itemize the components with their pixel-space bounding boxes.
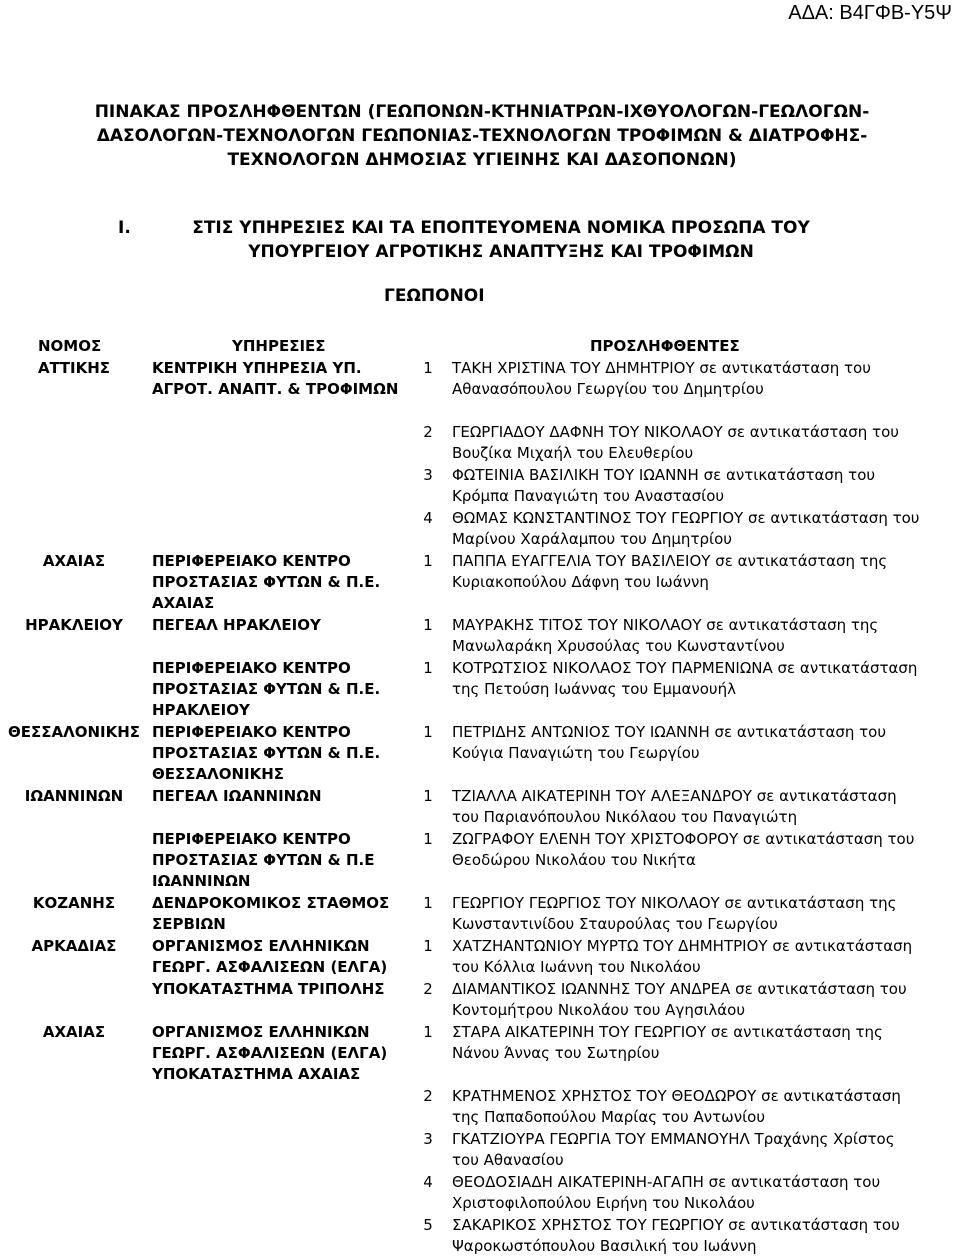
hires-table: [0, 356, 960, 1256]
row-person: ΓΕΩΡΓΙΟΥ ΓΕΩΡΓΙΟΣ ΤΟΥ ΝΙΚΟΛΑΟΥ σε αντικατάσταση της Κωνσταντινίδου Σταυρούλας του Γεωργίου: [452, 894, 897, 933]
table-row: [0, 934, 960, 977]
table-row: [0, 720, 960, 784]
row-service: ΠΕΡΙΦΕΡΕΙΑΚΟ ΚΕΝΤΡΟ ΠΡΟΣΤΑΣΙΑΣ ΦΥΤΩΝ & Π.Ε ΙΩΑΝΝΙΝΩΝ: [152, 830, 375, 890]
row-person: ΦΩΤΕΙΝΙΑ ΒΑΣΙΛΙΚΗ ΤΟΥ ΙΩΑΝΝΗ σε αντικατάσταση του Κρόμπα Παναγιώτη του Αναστασίου: [452, 466, 876, 505]
row-index: 1: [423, 359, 433, 377]
row-person: ΖΩΓΡΑΦΟΥ ΕΛΕΝΗ ΤΟΥ ΧΡΙΣΤΟΦΟΡΟΥ σε αντικατάσταση του Θεοδώρου Νικολάου του Νικήτα: [452, 830, 915, 869]
row-service: ΠΕΓΕΑΛ ΙΩΑΝΝΙΝΩΝ: [152, 787, 322, 805]
header-hired: ΠΡΟΣΛΗΦΘΕΝΤΕΣ: [590, 337, 740, 355]
row-index: 2: [423, 1087, 433, 1105]
row-person: ΜΑΥΡΑΚΗΣ ΤΙΤΟΣ ΤΟΥ ΝΙΚΟΛΑΟΥ σε αντικατάσταση της Μανωλαράκη Χρυσούλας του Κωνσταντίνου: [452, 616, 879, 655]
row-person: ΓΕΩΡΓΙΑΔΟΥ ΔΑΦΝΗ ΤΟΥ ΝΙΚΟΛΑΟΥ σε αντικατάσταση του Βουζίκα Μιχαήλ του Ελευθερίου: [452, 423, 899, 462]
row-service: ΥΠΟΚΑΤΑΣΤΗΜΑ ΤΡΙΠΟΛΗΣ: [152, 980, 385, 998]
row-service: ΠΕΡΙΦΕΡΕΙΑΚΟ ΚΕΝΤΡΟ ΠΡΟΣΤΑΣΙΑΣ ΦΥΤΩΝ & Π.Ε. ΘΕΣΣΑΛΟΝΙΚΗΣ: [152, 723, 381, 783]
row-person: ΠΕΤΡΙΔΗΣ ΑΝΤΩΝΙΟΣ ΤΟΥ ΙΩΑΝΝΗ σε αντικατάσταση του Κούγια Παναγιώτη του Γεωργίου: [452, 723, 887, 762]
row-index: 3: [423, 466, 433, 484]
row-person: ΓΚΑΤΖΙΟΥΡΑ ΓΕΩΡΓΙΑ ΤΟΥ ΕΜΜΑΝΟΥΗΛ Τραχάνης Χρίστος του Αθανασίου: [452, 1130, 895, 1169]
row-index: 1: [423, 1023, 433, 1041]
row-index: 1: [423, 723, 433, 741]
row-person: ΣΑΚΑΡΙΚΟΣ ΧΡΗΣΤΟΣ ΤΟΥ ΓΕΩΡΓΙΟΥ σε αντικατάσταση του Ψαροκωστόπουλου Βασιλική του Ιωάννη: [452, 1216, 900, 1255]
row-index: 1: [423, 616, 433, 634]
section-heading: [118, 216, 838, 264]
row-prefecture: ΑΧΑΙΑΣ: [42, 1023, 106, 1041]
section-number: Ι.: [118, 218, 131, 238]
table-row: [0, 827, 960, 891]
row-index: 1: [423, 894, 433, 912]
row-service: ΠΕΡΙΦΕΡΕΙΑΚΟ ΚΕΝΤΡΟ ΠΡΟΣΤΑΣΙΑΣ ΦΥΤΩΝ & Π.Ε. ΑΧΑΙΑΣ: [152, 552, 381, 612]
table-row: [0, 1084, 960, 1127]
table-row: [0, 1127, 960, 1170]
row-prefecture: ΑΤΤΙΚΗΣ: [37, 359, 111, 377]
row-index: 1: [423, 552, 433, 570]
row-prefecture: ΘΕΣΣΑΛΟΝΙΚΗΣ: [8, 723, 141, 741]
table-row: [0, 1213, 960, 1256]
row-person: ΘΕΟΔΟΣΙΑΔΗ ΑΙΚΑΤΕΡΙΝΗ-ΑΓΑΠΗ σε αντικατάσταση του Χριστοφιλοπούλου Ειρήνη του Νικολάου: [452, 1173, 881, 1212]
row-prefecture: ΑΡΚΑΔΙΑΣ: [31, 937, 117, 955]
row-person: ΤΖΙΑΛΛΑ ΑΙΚΑΤΕΡΙΝΗ ΤΟΥ ΑΛΕΞΑΝΔΡΟΥ σε αντικατάσταση του Παριανόπουλου Νικόλαου του Παναγιώτη: [452, 787, 897, 826]
header-service: ΥΠΗΡΕΣΙΕΣ: [232, 337, 326, 355]
ada-code: ΑΔΑ: Β4ΓΦΒ-Υ5Ψ: [788, 2, 952, 24]
row-person: ΚΡΑΤΗΜΕΝΟΣ ΧΡΗΣΤΟΣ ΤΟΥ ΘΕΟΔΩΡΟΥ σε αντικατάσταση της Παπαδοπούλου Μαρίας του Αντωνίου: [452, 1087, 901, 1126]
table-row: [0, 977, 960, 1020]
table-row: [0, 613, 960, 656]
document-title: ΠΙΝΑΚΑΣ ΠΡΟΣΛΗΦΘΕΝΤΩΝ (ΓΕΩΠΟΝΩΝ-ΚΤΗΝΙΑΤΡΩΝ-ΙΧΘΥΟΛΟΓΩΝ-ΓΕΩΛΟΓΩΝ-ΔΑΣΟΛΟΓΩΝ-ΤΕΧΝΟΛΟΓΩΝ ΓΕΩΠΟΝΙΑΣ-ΤΕΧΝΟΛΟΓΩΝ ΤΡΟΦΙΜΩΝ & ΔΙΑΤΡΟΦΗΣ-ΤΕΧΝΟΛΟΓΩΝ ΔΗΜΟΣΙΑΣ ΥΓΙΕΙΝΗΣ ΚΑΙ ΔΑΣΟΠΟΝΩΝ): [94, 102, 870, 170]
table-row: [0, 1170, 960, 1213]
row-person: ΘΩΜΑΣ ΚΩΝΣΤΑΝΤΙΝΟΣ ΤΟΥ ΓΕΩΡΓΙΟΥ σε αντικατάσταση του Μαρίνου Χαράλαμπου του Δημητρίου: [452, 509, 920, 548]
row-prefecture: ΑΧΑΙΑΣ: [42, 552, 106, 570]
row-prefecture: ΗΡΑΚΛΕΙΟΥ: [25, 616, 123, 634]
row-person: ΔΙΑΜΑΝΤΙΚΟΣ ΙΩΑΝΝΗΣ ΤΟΥ ΑΝΔΡΕΑ σε αντικατάσταση του Κοντομήτρου Νικολάου του Αγησιλάου: [452, 980, 907, 1019]
header-prefecture: ΝΟΜΟΣ: [38, 337, 102, 355]
row-prefecture: ΙΩΑΝΝΙΝΩΝ: [24, 787, 124, 805]
row-index: 4: [423, 509, 433, 527]
row-index: 5: [423, 1216, 433, 1234]
row-index: 4: [423, 1173, 433, 1191]
row-index: 1: [423, 937, 433, 955]
row-service: ΔΕΝΔΡΟΚΟΜΙΚΟΣ ΣΤΑΘΜΟΣ ΣΕΡΒΙΩΝ: [152, 894, 390, 933]
table-row: [0, 784, 960, 827]
row-service: ΟΡΓΑΝΙΣΜΟΣ ΕΛΛΗΝΙΚΩΝ ΓΕΩΡΓ. ΑΣΦΑΛΙΣΕΩΝ (ΕΛΓΑ): [152, 937, 388, 976]
row-person: ΣΤΑΡΑ ΑΙΚΑΤΕΡΙΝΗ ΤΟΥ ΓΕΩΡΓΙΟΥ σε αντικατάσταση της Νάνου Άννας του Σωτηρίου: [452, 1023, 883, 1062]
row-person: ΧΑΤΖΗΑΝΤΩΝΙΟΥ ΜΥΡΤΩ ΤΟΥ ΔΗΜΗΤΡΙΟΥ σε αντικατάσταση του Κόλλια Ιωάννη του Νικολάου: [452, 937, 913, 976]
table-row: [0, 891, 960, 934]
category-subtitle: ΓΕΩΠΟΝΟΙ: [384, 286, 485, 306]
row-person: ΠΑΠΠΑ ΕΥΑΓΓΕΛΙΑ ΤΟΥ ΒΑΣΙΛΕΙΟΥ σε αντικατάσταση της Κυριακοπούλου Δάφνη του Ιωάννη: [452, 552, 888, 591]
row-index: 2: [423, 980, 433, 998]
row-service: ΟΡΓΑΝΙΣΜΟΣ ΕΛΛΗΝΙΚΩΝ ΓΕΩΡΓ. ΑΣΦΑΛΙΣΕΩΝ (ΕΛΓΑ) ΥΠΟΚΑΤΑΣΤΗΜΑ ΑΧΑΙΑΣ: [152, 1023, 388, 1083]
row-prefecture: ΚΟΖΑΝΗΣ: [32, 894, 116, 912]
row-service: ΚΕΝΤΡΙΚΗ ΥΠΗΡΕΣΙΑ ΥΠ. ΑΓΡΟΤ. ΑΝΑΠΤ. & ΤΡΟΦΙΜΩΝ: [152, 359, 399, 398]
table-row: [0, 420, 960, 463]
table-row: [0, 356, 960, 420]
row-index: 1: [423, 830, 433, 848]
row-index: 2: [423, 423, 433, 441]
row-service: ΠΕΡΙΦΕΡΕΙΑΚΟ ΚΕΝΤΡΟ ΠΡΟΣΤΑΣΙΑΣ ΦΥΤΩΝ & Π.Ε. ΗΡΑΚΛΕΙΟΥ: [152, 659, 381, 719]
row-service: ΠΕΓΕΑΛ ΗΡΑΚΛΕΙΟΥ: [152, 616, 321, 634]
row-index: 1: [423, 659, 433, 677]
row-index: 3: [423, 1130, 433, 1148]
table-row: [0, 506, 960, 549]
table-row: [0, 549, 960, 613]
row-person: ΚΟΤΡΩΤΣΙΟΣ ΝΙΚΟΛΑΟΣ ΤΟΥ ΠΑΡΜΕΝΙΩΝΑ σε αντικατάσταση της Πετούση Ιωάννας του Εμμανουήλ: [452, 659, 918, 698]
table-row: [0, 656, 960, 720]
table-row: [0, 1020, 960, 1084]
row-index: 1: [423, 787, 433, 805]
row-person: ΤΑΚΗ ΧΡΙΣΤΙΝΑ ΤΟΥ ΔΗΜΗΤΡΙΟΥ σε αντικατάσταση του Αθανασόπουλου Γεωργίου του Δημητρίου: [452, 359, 871, 398]
table-row: [0, 463, 960, 506]
section-text: ΣΤΙΣ ΥΠΗΡΕΣΙΕΣ ΚΑΙ ΤΑ ΕΠΟΠΤΕΥΟΜΕΝΑ ΝΟΜΙΚΑ ΠΡΟΣΩΠΑ ΤΟΥ ΥΠΟΥΡΓΕΙΟΥ ΑΓΡΟΤΙΚΗΣ ΑΝΑΠΤΥΞΗΣ ΚΑΙ ΤΡΟΦΙΜΩΝ: [192, 218, 810, 262]
